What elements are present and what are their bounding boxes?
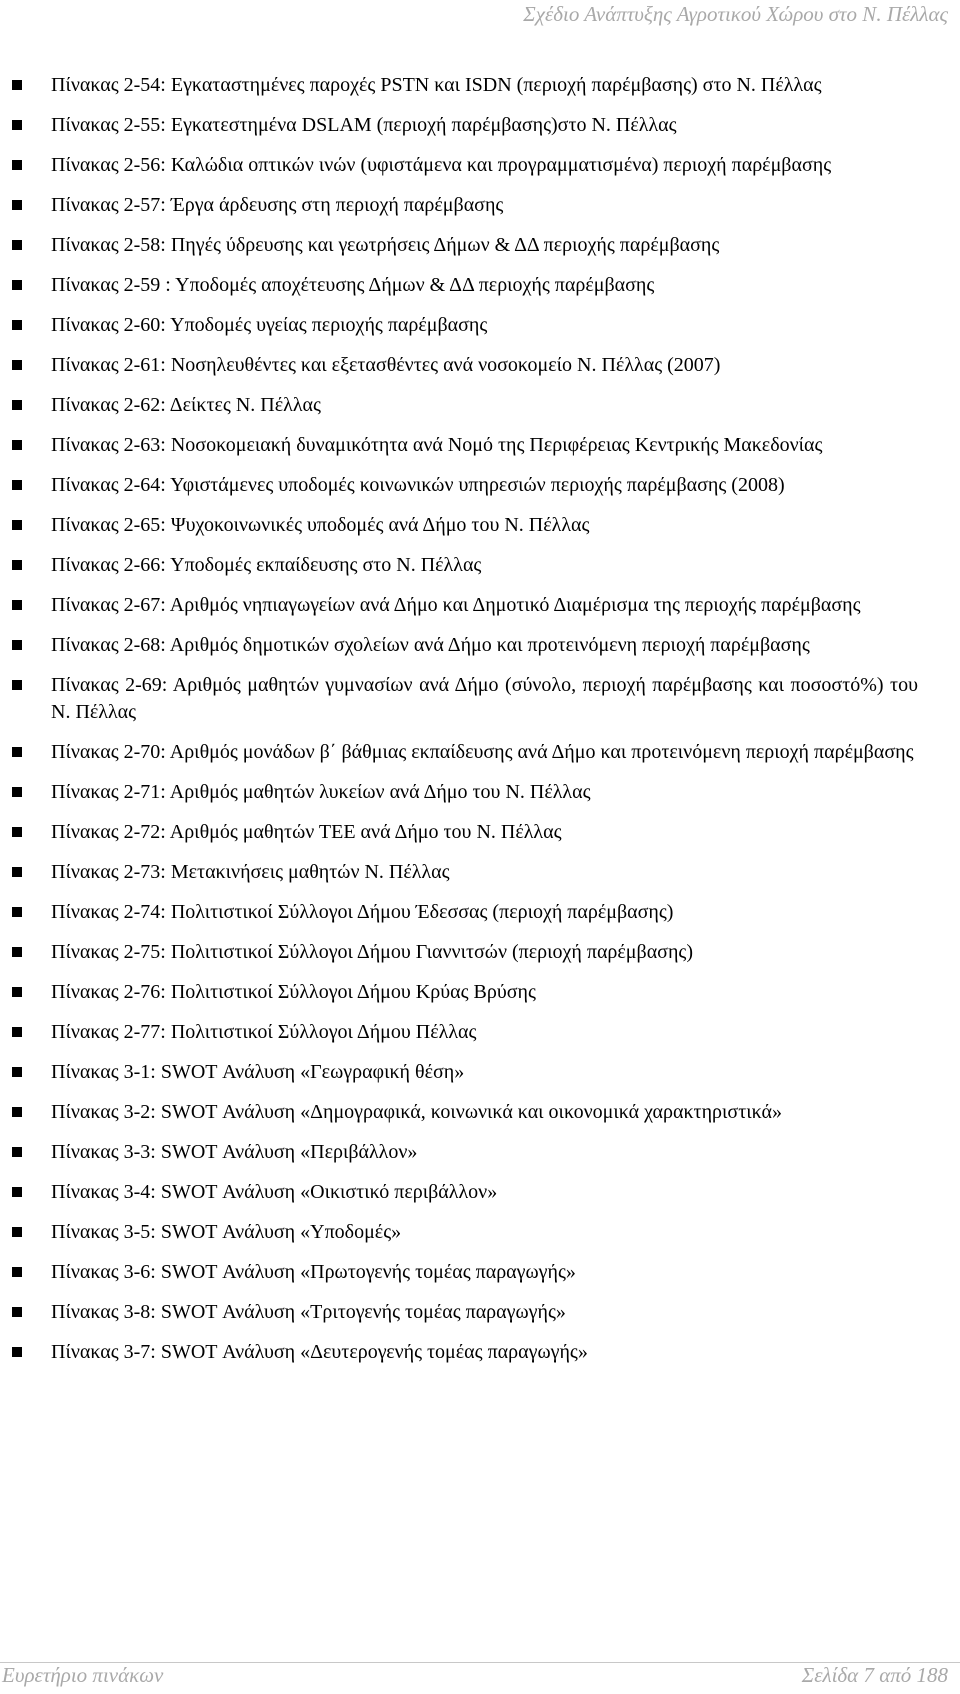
square-bullet-icon — [12, 600, 22, 610]
square-bullet-icon — [12, 907, 22, 917]
list-item — [12, 1099, 918, 1126]
list-item-text: Πίνακας 2-57: Έργα άρδευσης στη περιοχή παρέμβασης — [51, 194, 504, 216]
list-item-text: Πίνακας 2-64: Υφιστάμενες υποδομές κοινωνικών υπηρεσιών περιοχής παρέμβασης (2008) — [51, 474, 785, 496]
list-item-text: Πίνακας 2-75: Πολιτιστικοί Σύλλογοι Δήμου Γιαννιτσών (περιοχή παρέμβασης) — [51, 941, 693, 963]
list-item — [12, 352, 918, 379]
list-item — [12, 1259, 918, 1286]
square-bullet-icon — [12, 1227, 22, 1237]
list-item — [12, 72, 918, 99]
square-bullet-icon — [12, 747, 22, 757]
list-item — [12, 1139, 918, 1166]
list-item — [12, 632, 918, 659]
square-bullet-icon — [12, 160, 22, 170]
square-bullet-icon — [12, 640, 22, 650]
list-item-text: Πίνακας 2-72: Αριθμός μαθητών ΤΕΕ ανά Δήμο του Ν. Πέλλας — [51, 821, 562, 843]
square-bullet-icon — [12, 987, 22, 997]
list-item — [12, 272, 918, 299]
list-item-text: Πίνακας 2-73: Μετακινήσεις μαθητών Ν. Πέλλας — [51, 861, 450, 883]
square-bullet-icon — [12, 1187, 22, 1197]
list-item — [12, 1059, 918, 1086]
list-item — [12, 392, 918, 419]
list-item-text: Πίνακας 3-6: SWOT Ανάλυση «Πρωτογενής τομέας παραγωγής» — [51, 1261, 576, 1283]
square-bullet-icon — [12, 480, 22, 490]
list-item — [12, 739, 918, 766]
list-item-text: Πίνακας 2-61: Νοσηλευθέντες και εξετασθέντες ανά νοσοκομείο Ν. Πέλλας (2007) — [51, 354, 721, 376]
square-bullet-icon — [12, 280, 22, 290]
list-item-text: Πίνακας 3-2: SWOT Ανάλυση «Δημογραφικά, κοινωνικά και οικονομικά χαρακτηριστικά» — [51, 1101, 782, 1123]
list-item-text: Πίνακας 2-76: Πολιτιστικοί Σύλλογοι Δήμου Κρύας Βρύσης — [51, 981, 536, 1003]
running-header-title: Σχέδιο Ανάπτυξης Αγροτικού Χώρου στο Ν. Πέλλας — [523, 2, 948, 26]
list-item-text: Πίνακας 2-77: Πολιτιστικοί Σύλλογοι Δήμου Πέλλας — [51, 1021, 477, 1043]
square-bullet-icon — [12, 120, 22, 130]
list-item — [12, 1339, 918, 1366]
list-item — [12, 312, 918, 339]
list-item-text: Πίνακας 3-4: SWOT Ανάλυση «Οικιστικό περιβάλλον» — [51, 1181, 498, 1203]
square-bullet-icon — [12, 400, 22, 410]
square-bullet-icon — [12, 560, 22, 570]
list-item — [12, 939, 918, 966]
square-bullet-icon — [12, 1267, 22, 1277]
square-bullet-icon — [12, 1307, 22, 1317]
list-item-text: Πίνακας 2-59 : Υποδομές αποχέτευσης Δήμων & ΔΔ περιοχής παρέμβασης — [51, 274, 655, 296]
list-item — [12, 1299, 918, 1326]
list-item — [12, 1019, 918, 1046]
page-footer — [0, 1660, 960, 1694]
list-item-text: Πίνακας 2-68: Αριθμός δημοτικών σχολείων ανά Δήμο και προτεινόμενη περιοχή παρέμβασης — [51, 634, 810, 656]
list-item-text: Πίνακας 2-58: Πηγές ύδρευσης και γεωτρήσεις Δήμων & ΔΔ περιοχής παρέμβασης — [51, 234, 720, 256]
list-item — [12, 672, 918, 726]
list-item — [12, 899, 918, 926]
list-item-text: Πίνακας 2-55: Εγκατεστημένα DSLAM (περιοχή παρέμβασης)στο Ν. Πέλλας — [51, 114, 677, 136]
list-item — [12, 1179, 918, 1206]
list-item-text: Πίνακας 2-56: Καλώδια οπτικών ινών (υφιστάμενα και προγραμματισμένα) περιοχή παρέμβασης — [51, 154, 832, 176]
square-bullet-icon — [12, 1067, 22, 1077]
list-item — [12, 779, 918, 806]
list-item-text: Πίνακας 2-69: Αριθμός μαθητών γυμνασίων ανά Δήμο (σύνολο, περιοχή παρέμβασης και ποσοστό%) του Ν. Πέλλας — [51, 674, 918, 723]
list-item — [12, 819, 918, 846]
square-bullet-icon — [12, 320, 22, 330]
list-item-text: Πίνακας 3-3: SWOT Ανάλυση «Περιβάλλον» — [51, 1141, 418, 1163]
list-item — [12, 152, 918, 179]
list-item-text: Πίνακας 2-54: Εγκαταστημένες παροχές PSTN και ISDN (περιοχή παρέμβασης) στο Ν. Πέλλας — [51, 74, 822, 96]
list-item-text: Πίνακας 3-5: SWOT Ανάλυση «Υποδομές» — [51, 1221, 402, 1243]
list-item — [12, 859, 918, 886]
square-bullet-icon — [12, 1147, 22, 1157]
square-bullet-icon — [12, 947, 22, 957]
square-bullet-icon — [12, 240, 22, 250]
square-bullet-icon — [12, 1027, 22, 1037]
list-item-text: Πίνακας 2-67: Αριθμός νηπιαγωγείων ανά Δήμο και Δημοτικό Διαμέρισμα της περιοχής παρέμβασης — [51, 594, 861, 616]
square-bullet-icon — [12, 867, 22, 877]
list-item-text: Πίνακας 2-66: Υποδομές εκπαίδευσης στο Ν. Πέλλας — [51, 554, 482, 576]
list-item — [12, 432, 918, 459]
square-bullet-icon — [12, 360, 22, 370]
square-bullet-icon — [12, 200, 22, 210]
list-item — [12, 512, 918, 539]
square-bullet-icon — [12, 827, 22, 837]
list-item — [12, 472, 918, 499]
list-item-text: Πίνακας 2-74: Πολιτιστικοί Σύλλογοι Δήμου Έδεσσας (περιοχή παρέμβασης) — [51, 901, 674, 923]
list-item — [12, 112, 918, 139]
list-item-text: Πίνακας 3-8: SWOT Ανάλυση «Τριτογενής τομέας παραγωγής» — [51, 1301, 566, 1323]
list-item — [12, 192, 918, 219]
list-item-text: Πίνακας 3-1: SWOT Ανάλυση «Γεωγραφική θέση» — [51, 1061, 465, 1083]
list-item — [12, 552, 918, 579]
table-index-list — [12, 72, 918, 1379]
list-item — [12, 1219, 918, 1246]
list-item — [12, 232, 918, 259]
list-item-text: Πίνακας 2-62: Δείκτες Ν. Πέλλας — [51, 394, 321, 416]
list-item — [12, 592, 918, 619]
list-item-text: Πίνακας 2-71: Αριθμός μαθητών λυκείων ανά Δήμο του Ν. Πέλλας — [51, 781, 591, 803]
list-item-text: Πίνακας 3-7: SWOT Ανάλυση «Δευτερογενής τομέας παραγωγής» — [51, 1341, 588, 1363]
list-item-text: Πίνακας 2-60: Υποδομές υγείας περιοχής παρέμβασης — [51, 314, 488, 336]
square-bullet-icon — [12, 1347, 22, 1357]
list-item-text: Πίνακας 2-70: Αριθμός μονάδων β΄ βάθμιας εκπαίδευσης ανά Δήμο και προτεινόμενη περιοχή παρέμβασης — [51, 741, 914, 763]
footer-page-number: Σελίδα 7 από 188 — [801, 1663, 948, 1687]
footer-section-label: Ευρετήριο πινάκων — [2, 1663, 164, 1687]
square-bullet-icon — [12, 440, 22, 450]
square-bullet-icon — [12, 680, 22, 690]
list-item-text: Πίνακας 2-63: Νοσοκομειακή δυναμικότητα ανά Νομό της Περιφέρειας Κεντρικής Μακεδονίας — [51, 434, 823, 456]
list-item — [12, 979, 918, 1006]
square-bullet-icon — [12, 520, 22, 530]
square-bullet-icon — [12, 1107, 22, 1117]
list-item-text: Πίνακας 2-65: Ψυχοκοινωνικές υποδομές ανά Δήμο του Ν. Πέλλας — [51, 514, 590, 536]
square-bullet-icon — [12, 787, 22, 797]
square-bullet-icon — [12, 80, 22, 90]
